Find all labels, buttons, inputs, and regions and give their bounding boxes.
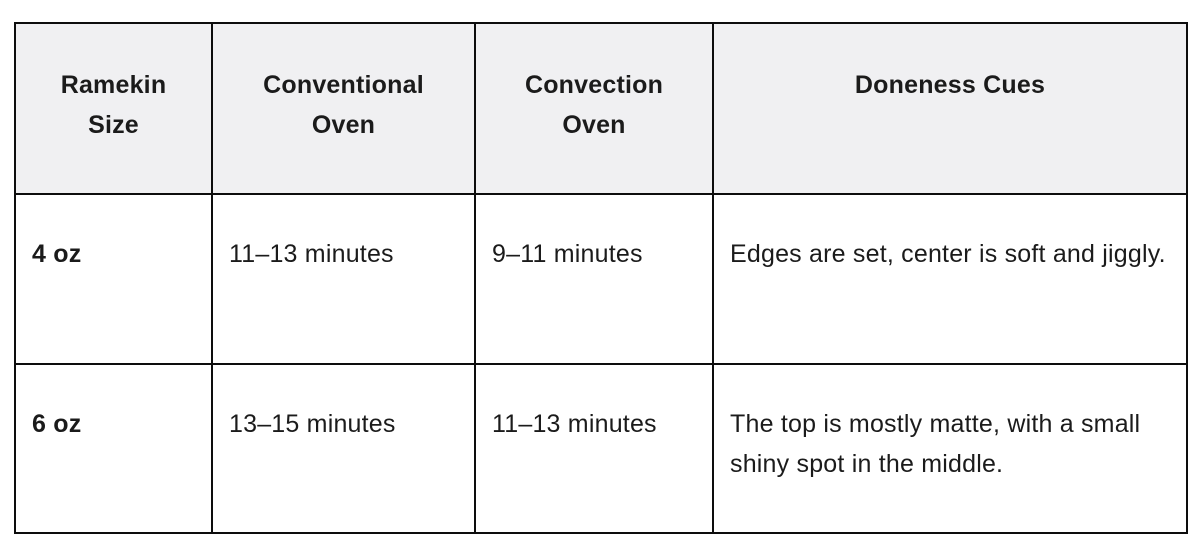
header-cell-convection-oven: Convection Oven — [475, 23, 713, 194]
header-cell-doneness-cues: Doneness Cues — [713, 23, 1187, 194]
cell-size-4oz: 4 oz — [15, 194, 212, 364]
cell-conventional-4oz: 11–13 minutes — [212, 194, 475, 364]
cell-doneness-4oz: Edges are set, center is soft and jiggly. — [713, 194, 1187, 364]
cell-convection-6oz: 11–13 minutes — [475, 364, 713, 533]
ramekin-bake-time-table — [14, 22, 1188, 534]
header-cell-conventional-oven: Conventional Oven — [212, 23, 475, 194]
cell-convection-4oz: 9–11 minutes — [475, 194, 713, 364]
table-header-row — [15, 23, 1187, 194]
table-row-4oz — [15, 194, 1187, 364]
header-cell-ramekin-size: Ramekin Size — [15, 23, 212, 194]
cell-size-6oz: 6 oz — [15, 364, 212, 533]
table-row-6oz — [15, 364, 1187, 533]
cell-doneness-6oz: The top is mostly matte, with a small shiny spot in the middle. — [713, 364, 1187, 533]
cell-conventional-6oz: 13–15 minutes — [212, 364, 475, 533]
